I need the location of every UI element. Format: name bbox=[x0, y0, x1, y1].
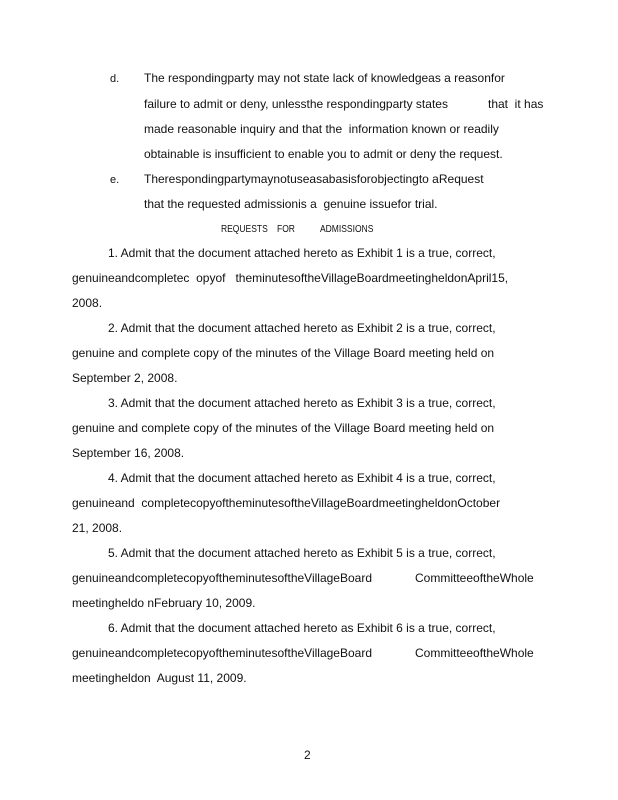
instruction-e-line-2: that the requested admissionis a genuine issuefor trial. bbox=[144, 197, 438, 211]
request-3-line-1: 3. Admit that the document attached hereto as Exhibit 3 is a true, correct, bbox=[108, 396, 496, 410]
request-2-line-2: genuine and complete copy of the minutes of the Village Board meeting held on bbox=[72, 346, 495, 360]
request-5-line-2: genuineandcompletecopyoftheminutesoftheVillageBoard bbox=[72, 571, 372, 585]
request-4-line-1: 4. Admit that the document attached hereto as Exhibit 4 is a true, correct, bbox=[108, 471, 496, 485]
request-1-line-2: genuineandcompletec opyof theminutesoftheVillageBoardmeetingheldonApril15, bbox=[72, 271, 509, 285]
heading-word-requests: REQUESTS bbox=[221, 224, 268, 235]
request-6-line-3: meetingheldon August 11, 2009. bbox=[72, 671, 247, 685]
request-5-line-3: meetingheldo nFebruary 10, 2009. bbox=[72, 596, 256, 610]
instruction-d-line-2: failure to admit or deny, unlessthe respondingparty states bbox=[144, 97, 448, 111]
request-6-line-2b: CommitteeoftheWhole bbox=[415, 646, 534, 660]
instruction-d-line-4: obtainable is insufficient to enable you to admit or deny the request. bbox=[144, 147, 503, 161]
instruction-e-line-1: Therespondingpartymaynotuseasabasisforobjectingto aRequest bbox=[144, 172, 484, 186]
request-1-line-3: 2008. bbox=[72, 296, 103, 310]
instruction-d-line-2b: that it has bbox=[488, 97, 544, 111]
request-6-line-1: 6. Admit that the document attached hereto as Exhibit 6 is a true, correct, bbox=[108, 621, 496, 635]
request-2-line-1: 2. Admit that the document attached hereto as Exhibit 2 is a true, correct, bbox=[108, 321, 496, 335]
request-3-line-2: genuine and complete copy of the minutes of the Village Board meeting held on bbox=[72, 421, 495, 435]
instruction-e-label: e. bbox=[110, 174, 120, 186]
heading-word-admissions: ADMISSIONS bbox=[320, 224, 374, 235]
request-3-line-3: September 16, 2008. bbox=[72, 446, 185, 460]
request-5-line-1: 5. Admit that the document attached hereto as Exhibit 5 is a true, correct, bbox=[108, 546, 496, 560]
request-6-line-2: genuineandcompletecopyoftheminutesoftheVillageBoard bbox=[72, 646, 372, 660]
request-5-line-2b: CommitteeoftheWhole bbox=[415, 571, 534, 585]
request-1-line-1: 1. Admit that the document attached hereto as Exhibit 1 is a true, correct, bbox=[108, 246, 496, 260]
page-number: 2 bbox=[304, 748, 311, 762]
instruction-d-label: d. bbox=[110, 73, 120, 85]
heading-word-for: FOR bbox=[277, 224, 295, 235]
request-4-line-3: 21, 2008. bbox=[72, 521, 123, 535]
instruction-d-line-3: made reasonable inquiry and that the information known or readily bbox=[144, 122, 499, 136]
request-4-line-2: genuineand completecopyoftheminutesoftheVillageBoardmeetingheldonOctober bbox=[72, 496, 501, 510]
instruction-d-line-1: The respondingparty may not state lack of knowledgeas a reasonfor bbox=[144, 71, 505, 85]
request-2-line-3: September 2, 2008. bbox=[72, 371, 178, 385]
